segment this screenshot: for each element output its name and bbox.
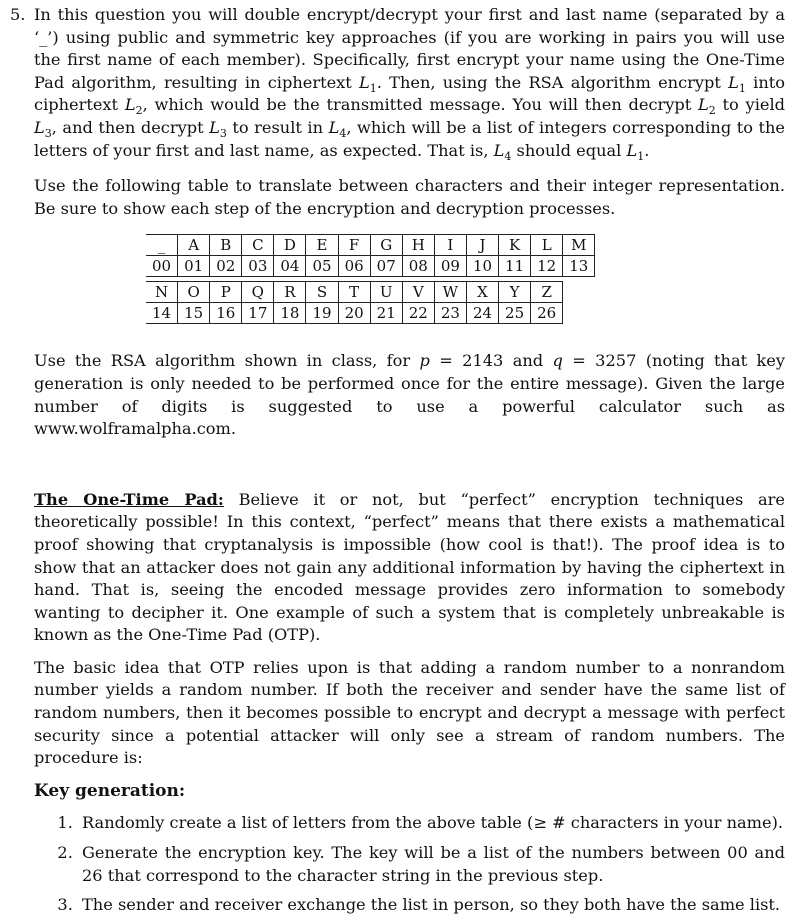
char-cell-code: 07 xyxy=(370,256,402,277)
char-cell-code: 04 xyxy=(274,256,306,277)
otp-paragraph: The One-Time Pad: Believe it or not, but “perfect” encryption techniques are theoretically possible! In this context, “perfect” means that there exists a mathematical proof showing that cryptanalysis is impossible (how cool is that!). The proof idea is to show that an attacker does not gain any additional information by having the ciphertext in hand. That is, seeing the encoded message provides zero information to somebody wanting to decipher it. One example of such a system that is completely unbreakable is known as the One-Time Pad (OTP). xyxy=(34,489,785,645)
otp-title: The One-Time Pad: xyxy=(34,489,224,509)
char-cell-letter: K xyxy=(499,235,531,256)
char-table-1-codes xyxy=(146,256,595,277)
char-cell-code: 21 xyxy=(370,303,402,324)
key-step: 1. Randomly create a list of letters from the above table (≥ # characters in your name). xyxy=(78,812,785,835)
char-table-2 xyxy=(146,281,563,324)
char-cell-code: 05 xyxy=(306,256,338,277)
char-cell-letter: R xyxy=(274,282,306,303)
char-cell-code: 17 xyxy=(242,303,274,324)
char-cell-letter: _ xyxy=(146,235,178,256)
char-cell-letter: T xyxy=(338,282,370,303)
char-cell-code: 09 xyxy=(434,256,466,277)
char-table-1 xyxy=(146,234,595,277)
char-cell-code: 16 xyxy=(210,303,242,324)
char-cell-code: 19 xyxy=(306,303,338,324)
char-cell-letter: A xyxy=(178,235,210,256)
char-cell-letter: B xyxy=(210,235,242,256)
char-table-2-codes xyxy=(146,303,563,324)
key-generation-steps xyxy=(34,812,785,916)
char-cell-letter: N xyxy=(146,282,178,303)
char-cell-letter: W xyxy=(434,282,466,303)
char-cell-letter: P xyxy=(210,282,242,303)
char-cell-letter: H xyxy=(402,235,434,256)
char-cell-code: 12 xyxy=(531,256,563,277)
char-cell-letter: L xyxy=(531,235,563,256)
char-cell-letter: V xyxy=(402,282,434,303)
char-table-2-letters xyxy=(146,282,563,303)
char-cell-letter: Q xyxy=(242,282,274,303)
question-number: 5. xyxy=(10,5,26,24)
char-cell-code: 25 xyxy=(499,303,531,324)
char-cell-letter: I xyxy=(434,235,466,256)
char-cell-code: 18 xyxy=(274,303,306,324)
char-cell-code: 13 xyxy=(563,256,595,277)
char-cell-code: 06 xyxy=(338,256,370,277)
char-table-1-letters xyxy=(146,235,595,256)
char-cell-letter: G xyxy=(370,235,402,256)
char-cell-code: 01 xyxy=(178,256,210,277)
question-5 xyxy=(10,4,785,924)
char-cell-code: 26 xyxy=(531,303,563,324)
key-generation-heading: Key generation: xyxy=(34,780,186,801)
char-cell-code: 11 xyxy=(499,256,531,277)
key-step: 2. Generate the encryption key. The key will be a list of the numbers between 00 and 26 that correspond to the character string in the previous step. xyxy=(78,842,785,887)
char-cell-letter: X xyxy=(466,282,498,303)
char-cell-code: 00 xyxy=(146,256,178,277)
char-cell-code: 08 xyxy=(402,256,434,277)
char-cell-code: 24 xyxy=(466,303,498,324)
char-cell-letter: J xyxy=(466,235,498,256)
char-cell-code: 23 xyxy=(434,303,466,324)
char-cell-code: 20 xyxy=(338,303,370,324)
char-cell-letter: S xyxy=(306,282,338,303)
char-cell-letter: Z xyxy=(531,282,563,303)
char-cell-code: 10 xyxy=(466,256,498,277)
rsa-paragraph: Use the RSA algorithm shown in class, for p = 2143 and q = 3257 (noting that key generation is only needed to be performed once for the entire message). Given the large number of digits is suggested to use a powerful calculator such as www.wolframalpha.com. xyxy=(34,351,786,439)
char-cell-letter: O xyxy=(178,282,210,303)
char-cell-letter: E xyxy=(306,235,338,256)
table-instructions: Use the following table to translate between characters and their integer representation. Be sure to show each step of the encryption and decryption processes. xyxy=(34,176,785,218)
key-step: 3. The sender and receiver exchange the list in person, so they both have the same list. xyxy=(78,894,785,917)
char-cell-letter: Y xyxy=(499,282,531,303)
char-cell-code: 03 xyxy=(242,256,274,277)
char-cell-code: 02 xyxy=(210,256,242,277)
char-cell-code: 22 xyxy=(402,303,434,324)
char-cell-letter: M xyxy=(563,235,595,256)
otp-basic-idea-paragraph: The basic idea that OTP relies upon is that adding a random number to a nonrandom number yields a random number. If both the receiver and sender have the same list of random numbers, then it becomes possible to encrypt and decrypt a message with perfect security since a potential attacker will only see a stream of random numbers. The procedure is: xyxy=(34,657,785,768)
char-cell-letter: D xyxy=(274,235,306,256)
intro-paragraph: In this question you will double encrypt/decrypt your first and last name (separated by a ‘_’) using public and symmetric key approaches (if you are working in pairs you will use the first name of each member). Specifically, first encrypt your name using the One-Time Pad algorithm, resulting in ciphertext $L_1$. Then, using the RSA algorithm encrypt $L_1$ into ciphertext $L_2$, which would be the transmitted message. You will then decrypt $L_2$ to yield $L_3$, and then decrypt $L_3$ to result in $L_4$, which will be a list of integers corresponding to the letters of your first and last name, as expected. That is, $L_4$ should equal $L_1$. xyxy=(34,5,786,163)
char-cell-code: 15 xyxy=(178,303,210,324)
char-cell-code: 14 xyxy=(146,303,178,324)
char-cell-letter: C xyxy=(242,235,274,256)
char-cell-letter: U xyxy=(370,282,402,303)
char-cell-letter: F xyxy=(338,235,370,256)
question-page xyxy=(10,4,785,924)
